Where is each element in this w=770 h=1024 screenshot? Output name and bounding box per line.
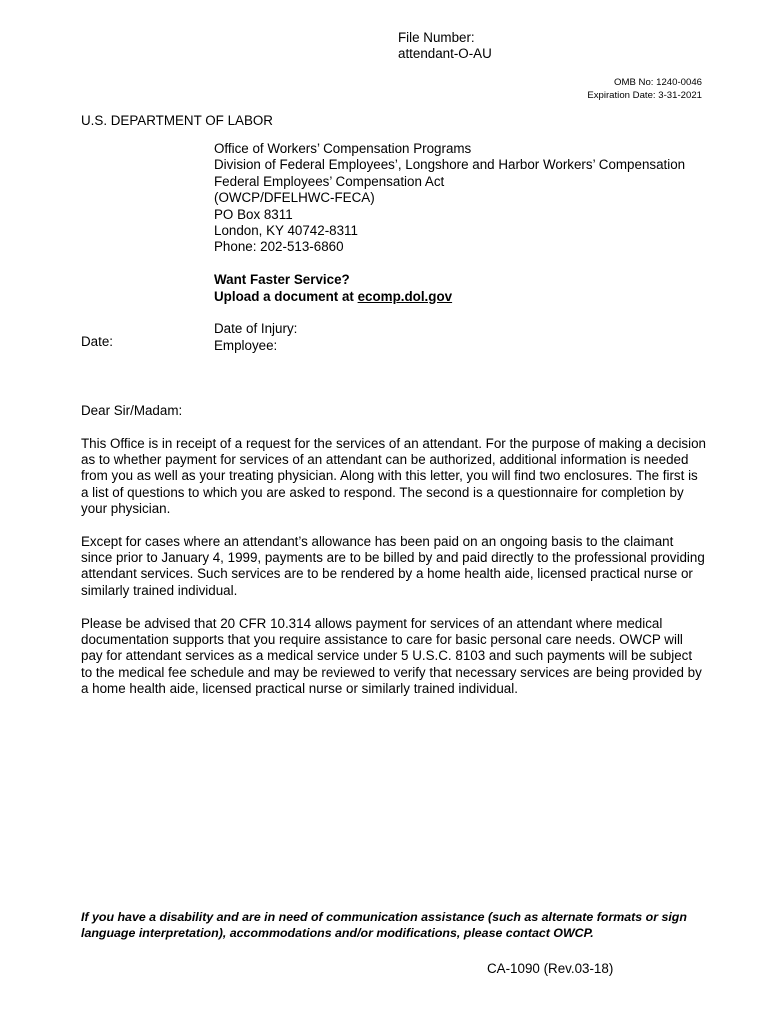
address-line: Federal Employees’ Compensation Act (214, 173, 445, 189)
accessibility-notice: If you have a disability and are in need of communication assistance (such as alternate formats or sign language interpretation), accommodations and/or modifications, please contact OWCP. (81, 910, 687, 940)
salutation: Dear Sir/Madam: (81, 403, 183, 418)
address-line: Phone: 202-513-6860 (214, 239, 344, 255)
paragraph-text: Except for cases where an attendant’s allowance has been paid on an ongoing basis to the claimant since prior to January 4, 1999, payments are to be billed by and paid directly to the professional providing attendant services. Such services are to be rendered by a home health aide, licensed practical nurse or similarly trained individual. (81, 534, 705, 598)
omb-block (587, 76, 702, 102)
employee-label: Employee: (214, 337, 278, 353)
address-line: London, KY 40742-8311 (214, 222, 358, 238)
address-line: Office of Workers’ Compensation Programs (214, 141, 472, 156)
date-of-injury-label: Date of Injury: (214, 321, 298, 336)
upload-line (214, 289, 452, 306)
file-number-value: attendant-O-AU (398, 46, 492, 61)
expiration-date: Expiration Date: 3-31-2021 (587, 90, 702, 101)
file-number-label: File Number: (398, 30, 475, 45)
letter-paragraph (81, 436, 706, 517)
office-address (214, 141, 685, 256)
upload-prefix: Upload a document at (214, 288, 358, 304)
form-id: CA-1090 (Rev.03-18) (487, 961, 614, 976)
ecomp-link[interactable]: ecomp.dol.gov (357, 288, 453, 304)
faster-service-block (214, 272, 452, 305)
letter-paragraph (81, 616, 706, 697)
file-number-block (398, 30, 492, 62)
address-line: Division of Federal Employees’, Longshore and Harbor Workers’ Compensation (214, 157, 686, 173)
address-line: PO Box 8311 (214, 206, 293, 222)
letter-paragraph (81, 534, 706, 599)
omb-number: OMB No: 1240-0046 (614, 77, 702, 88)
address-line: (OWCP/DFELHWC-FECA) (214, 190, 375, 206)
faster-service-heading: Want Faster Service? (214, 272, 350, 287)
injury-fields (214, 321, 297, 354)
paragraph-text: Please be advised that 20 CFR 10.314 allows payment for services of an attendant where medical documentation supports that you require assistance to care for basic personal care needs. OWCP will pay for attendant services as a medical service under 5 U.S.C. 8103 and such payments will be subject to the medical fee schedule and may be reviewed to verify that necessary services are being provided by a home health aide, licensed practical nurse or similarly trained individual. (81, 616, 702, 696)
paragraph-text: This Office is in receipt of a request for the services of an attendant. For the purpose of making a decision as to whether payment for services of an attendant can be authorized, additional information is needed from you as well as your treating physician. Along with this letter, you will find two enclosures. The first is a list of questions to which you are asked to respond. The second is a questionnaire for completion by your physician. (81, 436, 706, 516)
date-label: Date: (81, 334, 114, 349)
department-title: U.S. DEPARTMENT OF LABOR (81, 113, 273, 128)
